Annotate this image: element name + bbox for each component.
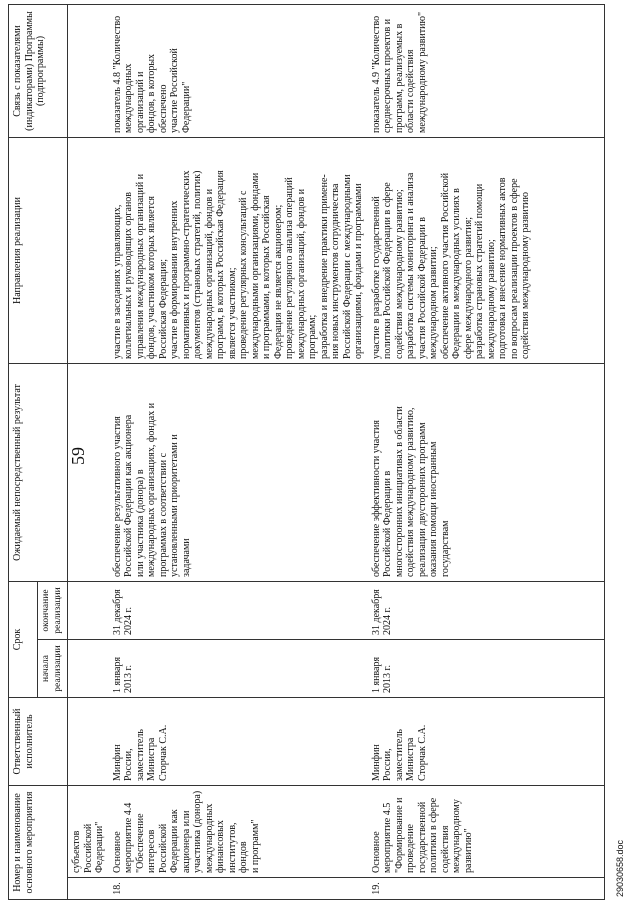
cell-line: содействия международному развитию,	[405, 407, 416, 577]
cell-line: сфере международного развития;	[462, 216, 474, 359]
cell-line: и программ"	[249, 819, 261, 873]
header-end: окончание реализации	[38, 582, 68, 640]
cell-line: государственной	[416, 801, 428, 873]
cell-line: 2024 г.	[382, 607, 393, 635]
cell-line: участия Российской Федерации в	[416, 217, 428, 359]
cell-line: коллегиальных и руководящих органов	[123, 191, 134, 359]
cell-line: ния новых инструментов сотрудничества	[330, 183, 341, 359]
cell-line: содействия	[439, 825, 451, 873]
cell-line: России,	[382, 748, 393, 781]
cell-line: Министра	[405, 737, 416, 781]
cell-line: организациями, фондами и программами	[353, 183, 364, 359]
responsible	[368, 698, 605, 786]
cell-line: фондов, участником которых является	[146, 195, 157, 359]
cell-line: документов (страновых стратегий, политик)	[192, 170, 203, 359]
cell-line: среднесрочных проектов и	[382, 18, 393, 133]
cell-line: обеспечение активного участия Российской	[439, 172, 451, 359]
cell-line: фондов, в которых обеспечено	[146, 53, 169, 133]
cell-line: обеспечение эффективности участия	[370, 420, 382, 577]
cell-line: программ, реализуемых в	[393, 23, 405, 133]
indicator-link	[368, 5, 605, 138]
header-start: начала реализации	[38, 640, 68, 698]
cell-line: разработка системы мониторинга и анализа	[405, 172, 416, 359]
cell-line: международных	[203, 803, 215, 873]
cell-line: участие в заседаниях управляющих,	[111, 204, 123, 359]
directions	[368, 138, 605, 364]
row-number: 18.	[109, 878, 368, 900]
cell-line: реализации двусторонних программ	[416, 422, 428, 577]
cell-line: Российской Федерации в	[382, 470, 393, 577]
cell-line: участника (донора)	[192, 790, 203, 873]
cell-line: заместитель	[393, 729, 405, 781]
cell-line: по вопросам реализации проектов в сфере	[508, 178, 520, 359]
cell-line: институтов, фондов	[226, 822, 249, 873]
cell-line: 2013 г.	[382, 665, 393, 693]
cell-line: задачами	[180, 538, 192, 577]
responsible	[109, 698, 368, 786]
cell-line: политики Российской Федерации в сфере	[382, 182, 393, 359]
cell-line: Федерации в международных усилиях в	[451, 188, 462, 359]
cell-line: нормативных и программно-стратегических	[180, 170, 192, 359]
cell-line: установленными приоритетами и	[169, 434, 180, 577]
expected-result	[368, 364, 605, 582]
cell-line: подготовка и внесение нормативных актов	[497, 177, 508, 359]
cell-line: участие Российской Федерации"	[169, 48, 192, 133]
cell-line: Сторчак С.А.	[416, 724, 428, 781]
measures-table	[8, 4, 605, 900]
cell-line: разработка и внедрение практики примене-	[318, 174, 330, 359]
header-link: Связь с показателями (индикаторами) Программы (подпрограммы)	[9, 5, 68, 138]
cell-line: финансовых	[215, 820, 226, 873]
cell-line: международных организаций, фондов и	[203, 188, 215, 359]
cell-line: разработка страновых стратегий помощи	[474, 183, 485, 359]
cell-line: Федерация не является акционером;	[272, 204, 284, 359]
cell-line: акционера или	[180, 810, 192, 873]
cell-line: политики в сфере	[428, 797, 439, 873]
cell-line: международному развитию"	[416, 11, 428, 133]
measure-name	[109, 786, 368, 878]
cell-line: управления международных организаций и	[134, 173, 146, 359]
cell-line: показатель 4.9 "Количество	[370, 15, 382, 133]
cell-line: 2024 г.	[123, 607, 134, 635]
cell-line: многосторонних инициативах в области	[393, 406, 405, 577]
cell-line: международных организациях, фондах и	[146, 402, 157, 577]
cell-line: развитию"	[462, 828, 474, 873]
cell-line: проведение регулярного анализа операций	[284, 177, 295, 359]
end-date	[368, 582, 605, 640]
cell-line: Федерации как	[169, 809, 180, 873]
cell-line: показатель 4.8 "Количество	[111, 15, 123, 133]
table-row	[109, 5, 368, 900]
table-row-continuation	[68, 5, 109, 900]
cell-line: или участника (донора) в	[134, 469, 146, 577]
table-row	[368, 5, 605, 900]
cell-line: 2013 г.	[123, 665, 134, 693]
file-name-footer: 29030658.doc	[615, 839, 625, 897]
header-term: Срок	[9, 582, 38, 698]
cell-line: программ;	[307, 314, 318, 359]
cell-line: интересов	[146, 829, 157, 873]
cell-line: проведение	[405, 824, 416, 873]
cell-line: Российской Федерации как акционера	[123, 414, 134, 577]
cell-line: Минфин	[370, 744, 382, 781]
cell-line: программах в соответствии с	[157, 452, 169, 577]
start-date	[109, 640, 368, 698]
expected-result	[109, 364, 368, 582]
row-number: 19.	[368, 878, 605, 900]
cell-line: и программами, в которых Российская	[261, 195, 272, 359]
end-date	[109, 582, 368, 640]
cell-line: России,	[123, 748, 134, 781]
cell-line: является участником;	[226, 267, 238, 359]
cell-line: Основное	[111, 831, 123, 873]
cell-line: участие в разработке государственной	[370, 196, 382, 359]
header-directions: Направления реализации	[9, 138, 68, 364]
cell-line: области содействия	[405, 49, 416, 133]
page-number: 59	[68, 447, 88, 465]
cell-line: программ, в которых Российская Федерация	[215, 170, 226, 359]
continuation-name	[68, 786, 109, 878]
cell-line: 31 декабря	[370, 589, 382, 635]
cell-line: Сторчак С.А.	[157, 724, 169, 781]
cell-line: международном развитии;	[428, 246, 439, 359]
cell-line: 31 декабря	[111, 589, 123, 635]
cell-line: Российской	[82, 823, 94, 873]
cell-line: международных организаций и	[123, 63, 146, 133]
table-header-row	[9, 5, 38, 900]
header-result: Ожидаемый непосредственный результат	[9, 364, 68, 582]
cell-line: международному развитию;	[485, 239, 497, 359]
header-name: Номер и наименование основного мероприятия	[9, 786, 68, 900]
cell-line: субъектов	[71, 830, 82, 873]
header-responsible: Ответственный исполнитель	[9, 698, 68, 786]
cell-line: Российской	[157, 823, 169, 873]
cell-line: содействия международному развитию;	[393, 189, 405, 359]
cell-line: Основное	[370, 831, 382, 873]
cell-line: Российская Федерация;	[157, 258, 169, 359]
cell-line: международными организациями, фондами	[249, 172, 261, 359]
cell-line: государствам	[439, 520, 451, 577]
cell-line: международному	[451, 799, 462, 873]
cell-line: международных организаций, фондов и	[295, 188, 307, 359]
cell-line: Минфин	[111, 744, 123, 781]
cell-line: Российской Федерации с международными	[341, 174, 353, 359]
cell-line: заместитель	[134, 729, 146, 781]
cell-line: содействия международному развитию	[520, 191, 531, 359]
directions	[109, 138, 368, 364]
indicator-link	[109, 5, 368, 138]
cell-line: Министра	[146, 737, 157, 781]
start-date	[368, 640, 605, 698]
cell-line: проведение регулярных консультаций с	[238, 190, 249, 359]
cell-line: 1 января	[370, 656, 382, 693]
cell-line: обеспечение результативного участия	[111, 416, 123, 577]
cell-line: мероприятие 4.5	[382, 802, 393, 873]
cell-line: участие в формировании внутренних	[169, 200, 180, 359]
cell-line: Федерации"	[94, 821, 105, 873]
cell-line: мероприятие 4.4	[123, 802, 134, 873]
cell-line: "Обеспечение	[134, 813, 146, 873]
cell-line: 1 января	[111, 656, 123, 693]
measure-name	[368, 786, 605, 878]
cell-line: "Формирование и	[393, 797, 405, 873]
cell-line: оказания помощи иностранным	[428, 441, 439, 577]
